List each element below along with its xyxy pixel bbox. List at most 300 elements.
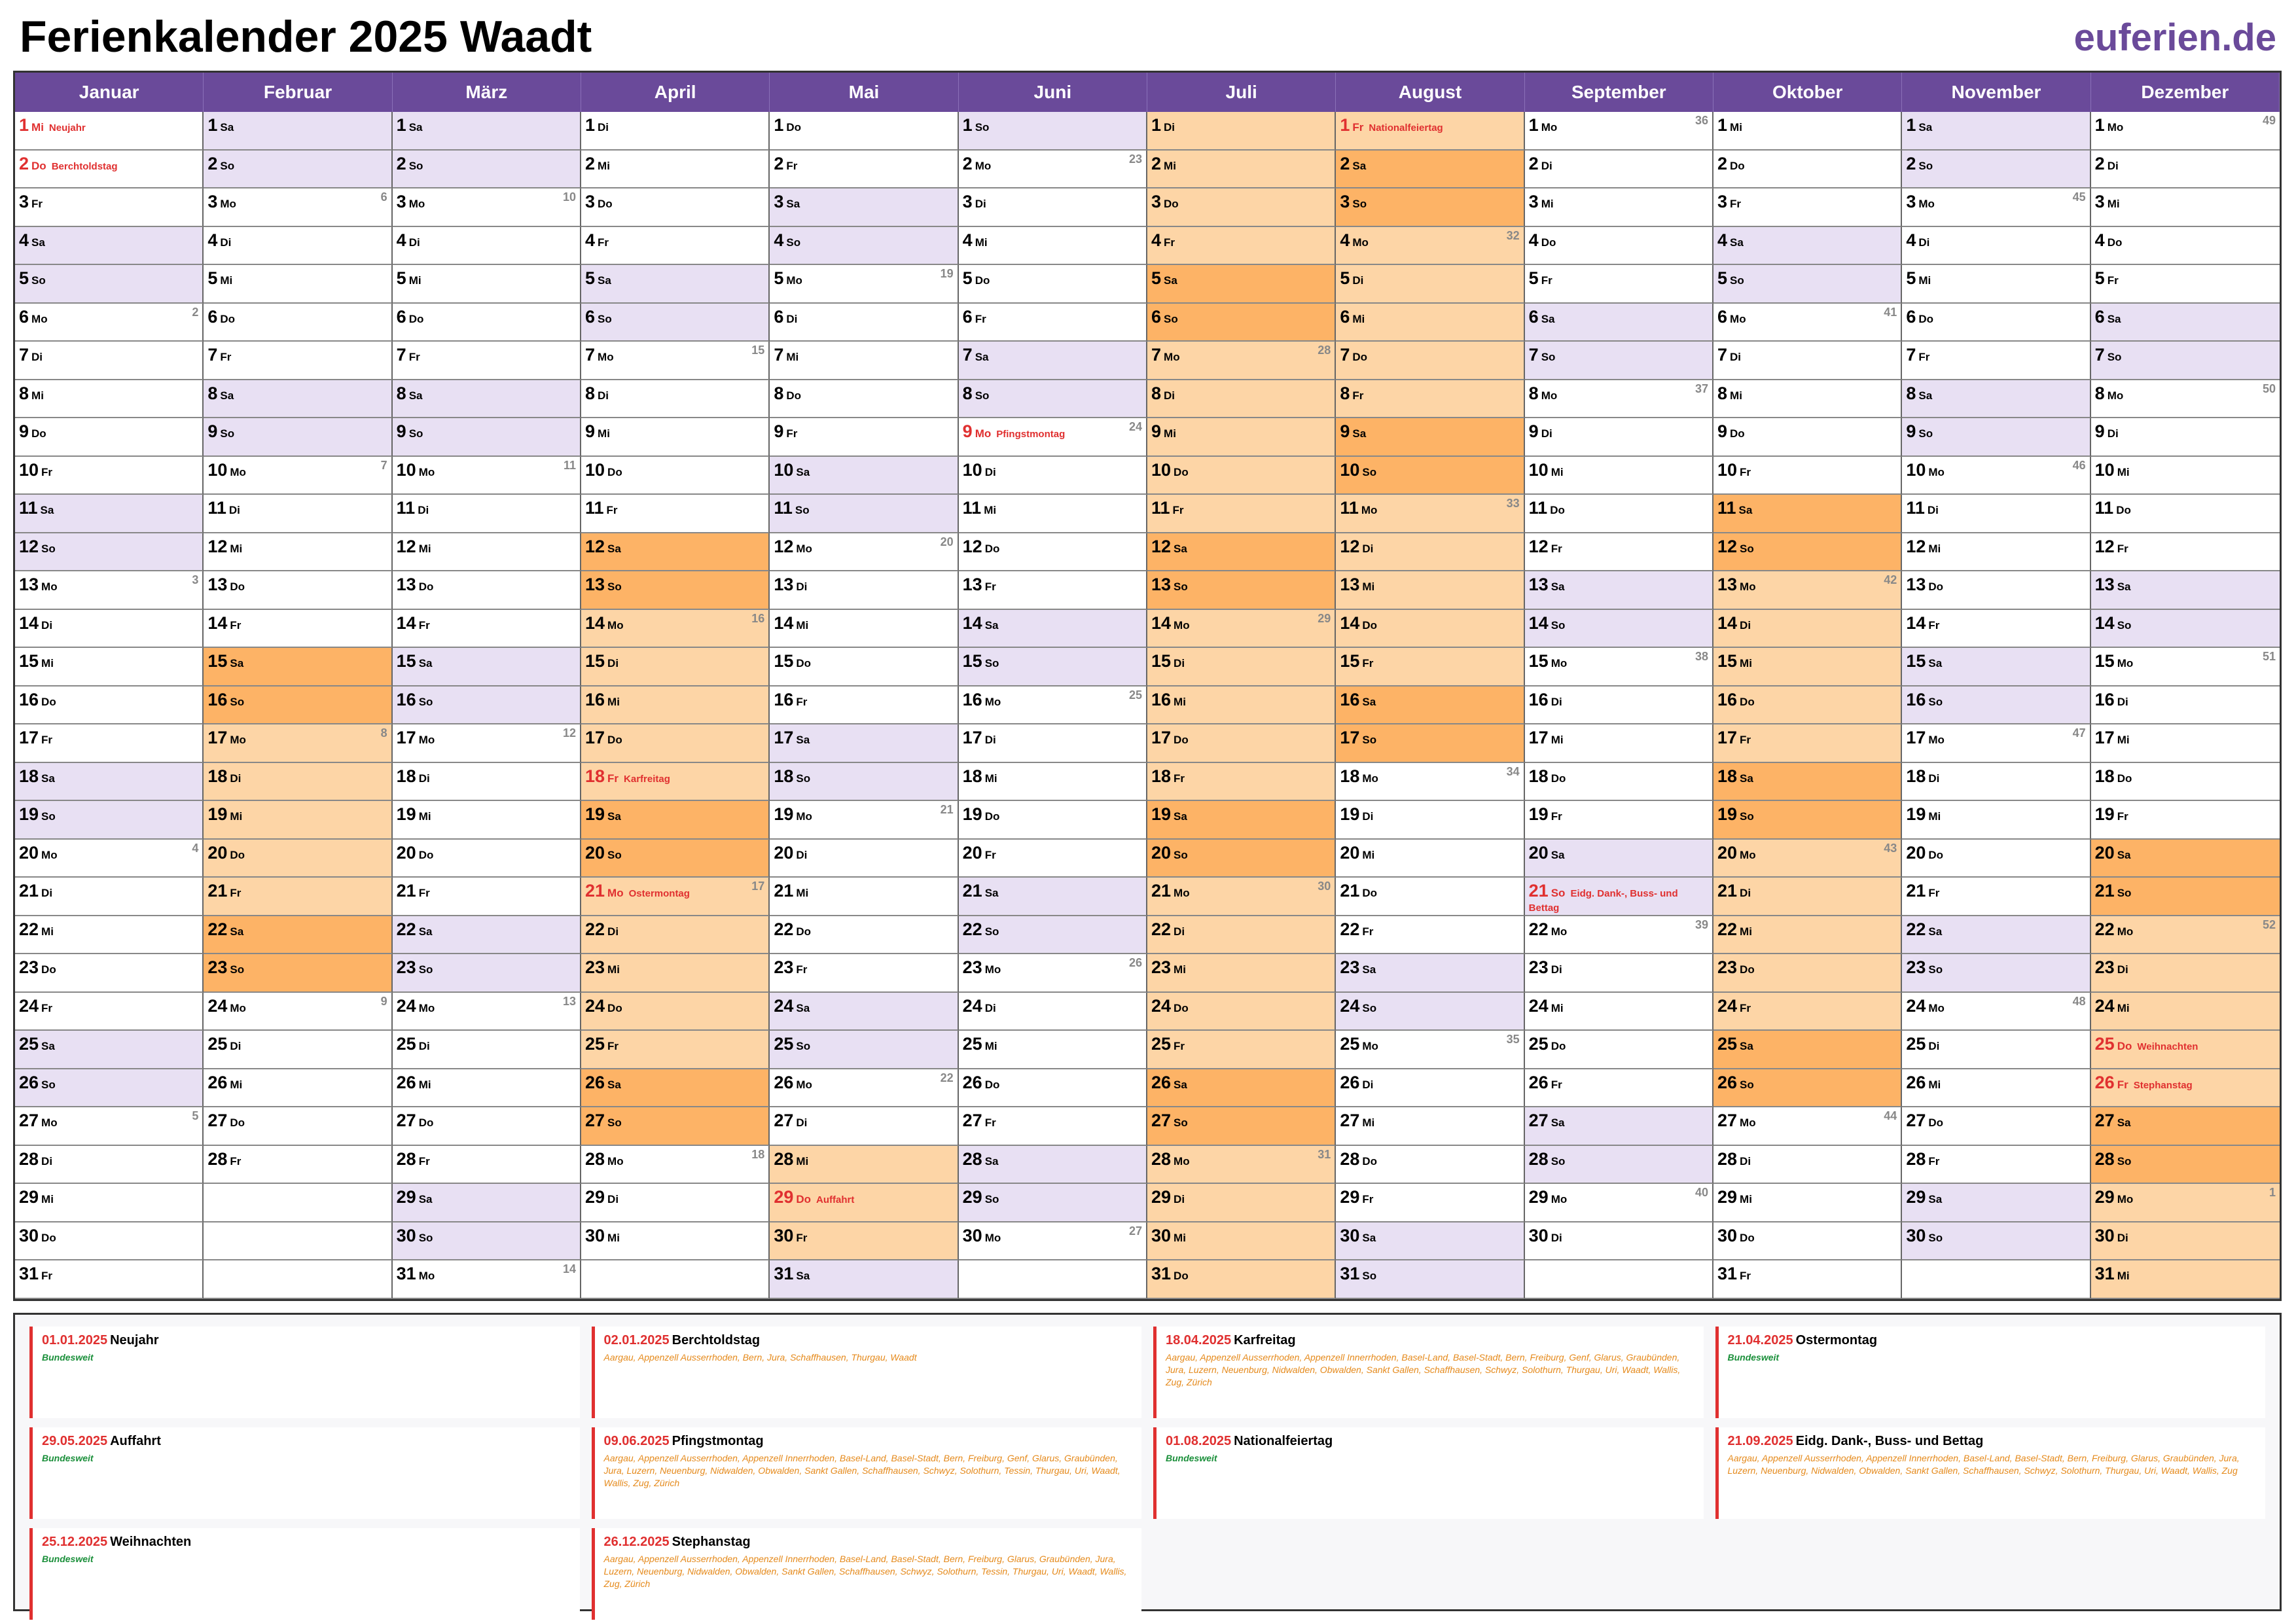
day-cell[interactable] (1902, 724, 2090, 763)
day-cell[interactable] (1336, 878, 1524, 916)
day-cell[interactable] (959, 151, 1147, 189)
day-cell[interactable] (2091, 724, 2280, 763)
day-cell[interactable] (959, 954, 1147, 993)
day-cell[interactable] (1525, 724, 1713, 763)
day-cell[interactable] (1336, 687, 1524, 725)
day-cell[interactable] (581, 457, 770, 495)
day-cell[interactable] (1713, 1222, 1902, 1261)
day-cell[interactable] (770, 457, 958, 495)
day-cell[interactable] (15, 112, 204, 151)
day-cell[interactable] (959, 495, 1147, 533)
day-cell[interactable] (959, 112, 1147, 151)
day-cell[interactable] (1902, 342, 2090, 380)
day-cell[interactable] (15, 878, 204, 916)
day-cell[interactable] (2091, 304, 2280, 342)
day-cell[interactable] (15, 1260, 204, 1299)
day-cell[interactable] (1147, 342, 1336, 380)
day-cell[interactable] (204, 763, 392, 802)
day-cell[interactable] (581, 801, 770, 840)
day-cell[interactable] (204, 342, 392, 380)
day-cell[interactable] (1336, 993, 1524, 1031)
day-cell[interactable] (581, 265, 770, 304)
day-cell[interactable] (204, 533, 392, 572)
day-cell[interactable] (393, 1107, 581, 1146)
day-cell[interactable] (15, 1107, 204, 1146)
brand-logo[interactable]: euferien.de (2073, 16, 2276, 59)
day-cell[interactable] (1147, 1107, 1336, 1146)
day-cell[interactable] (770, 724, 958, 763)
day-cell[interactable] (1902, 878, 2090, 916)
day-cell[interactable] (1336, 380, 1524, 419)
day-cell[interactable] (204, 265, 392, 304)
day-cell[interactable] (1525, 265, 1713, 304)
day-cell[interactable] (1713, 457, 1902, 495)
day-cell[interactable] (204, 304, 392, 342)
day-cell[interactable] (204, 418, 392, 457)
day-cell[interactable] (2091, 687, 2280, 725)
day-cell[interactable] (959, 1069, 1147, 1108)
day-cell[interactable] (581, 993, 770, 1031)
day-cell[interactable] (1713, 648, 1902, 687)
day-cell[interactable] (1902, 916, 2090, 955)
day-cell[interactable] (770, 1069, 958, 1108)
day-cell[interactable] (15, 916, 204, 955)
day-cell[interactable] (1147, 188, 1336, 227)
day-cell[interactable] (1525, 878, 1713, 916)
day-cell[interactable] (393, 227, 581, 266)
day-cell[interactable] (1902, 151, 2090, 189)
day-cell[interactable] (1525, 993, 1713, 1031)
day-cell[interactable] (15, 610, 204, 649)
day-cell[interactable] (959, 916, 1147, 955)
day-cell[interactable] (2091, 1031, 2280, 1069)
day-cell[interactable] (1336, 916, 1524, 955)
day-cell[interactable] (1713, 1146, 1902, 1185)
day-cell[interactable] (581, 1069, 770, 1108)
day-cell[interactable] (1902, 610, 2090, 649)
day-cell[interactable] (1525, 1184, 1713, 1222)
day-cell[interactable] (1336, 1031, 1524, 1069)
day-cell[interactable] (15, 151, 204, 189)
day-cell[interactable] (1147, 533, 1336, 572)
day-cell[interactable] (15, 457, 204, 495)
day-cell[interactable] (1525, 533, 1713, 572)
day-cell[interactable] (15, 304, 204, 342)
day-cell[interactable] (770, 265, 958, 304)
day-cell[interactable] (1336, 954, 1524, 993)
day-cell[interactable] (204, 151, 392, 189)
day-cell[interactable] (1713, 1184, 1902, 1222)
day-cell[interactable] (770, 801, 958, 840)
day-cell[interactable] (1713, 304, 1902, 342)
day-cell[interactable] (770, 1260, 958, 1299)
day-cell[interactable] (2091, 954, 2280, 993)
day-cell[interactable] (770, 151, 958, 189)
day-cell[interactable] (581, 533, 770, 572)
day-cell[interactable] (1525, 304, 1713, 342)
day-cell[interactable] (1902, 1146, 2090, 1185)
day-cell[interactable] (15, 1031, 204, 1069)
day-cell[interactable] (1713, 878, 1902, 916)
day-cell[interactable] (1147, 687, 1336, 725)
day-cell[interactable] (1902, 265, 2090, 304)
day-cell[interactable] (1336, 1146, 1524, 1185)
day-cell[interactable] (959, 1146, 1147, 1185)
day-cell[interactable] (1902, 495, 2090, 533)
day-cell[interactable] (959, 648, 1147, 687)
day-cell[interactable] (15, 1184, 204, 1222)
day-cell[interactable] (2091, 151, 2280, 189)
day-cell[interactable] (393, 495, 581, 533)
day-cell[interactable] (393, 151, 581, 189)
day-cell[interactable] (770, 1031, 958, 1069)
day-cell[interactable] (204, 495, 392, 533)
day-cell[interactable] (15, 380, 204, 419)
day-cell[interactable] (15, 993, 204, 1031)
day-cell[interactable] (2091, 648, 2280, 687)
day-cell[interactable] (581, 1222, 770, 1261)
day-cell[interactable] (1713, 763, 1902, 802)
day-cell[interactable] (1525, 610, 1713, 649)
day-cell[interactable] (770, 1184, 958, 1222)
day-cell[interactable] (1525, 151, 1713, 189)
day-cell[interactable] (1713, 1260, 1902, 1299)
day-cell[interactable] (204, 1107, 392, 1146)
day-cell[interactable] (1902, 687, 2090, 725)
day-cell[interactable] (2091, 227, 2280, 266)
day-cell[interactable] (1713, 418, 1902, 457)
day-cell[interactable] (15, 763, 204, 802)
day-cell[interactable] (1525, 342, 1713, 380)
day-cell[interactable] (959, 801, 1147, 840)
day-cell[interactable] (393, 724, 581, 763)
day-cell[interactable] (959, 227, 1147, 266)
day-cell[interactable] (959, 380, 1147, 419)
day-cell[interactable] (1525, 188, 1713, 227)
day-cell[interactable] (2091, 1146, 2280, 1185)
day-cell[interactable] (1336, 801, 1524, 840)
day-cell[interactable] (204, 840, 392, 878)
day-cell[interactable] (2091, 265, 2280, 304)
day-cell[interactable] (959, 1031, 1147, 1069)
day-cell[interactable] (1147, 380, 1336, 419)
day-cell[interactable] (959, 1107, 1147, 1146)
day-cell[interactable] (959, 265, 1147, 304)
day-cell[interactable] (204, 687, 392, 725)
day-cell[interactable] (2091, 1069, 2280, 1108)
day-cell[interactable] (770, 227, 958, 266)
day-cell[interactable] (1147, 916, 1336, 955)
day-cell[interactable] (1147, 1069, 1336, 1108)
day-cell[interactable] (1336, 763, 1524, 802)
day-cell[interactable] (1713, 380, 1902, 419)
day-cell[interactable] (1336, 188, 1524, 227)
day-cell[interactable] (1902, 801, 2090, 840)
day-cell[interactable] (1147, 610, 1336, 649)
day-cell[interactable] (581, 380, 770, 419)
day-cell[interactable] (1147, 1184, 1336, 1222)
day-cell[interactable] (1713, 610, 1902, 649)
day-cell[interactable] (1902, 188, 2090, 227)
day-cell[interactable] (1147, 112, 1336, 151)
day-cell[interactable] (1525, 495, 1713, 533)
day-cell[interactable] (2091, 457, 2280, 495)
day-cell[interactable] (1336, 1222, 1524, 1261)
day-cell[interactable] (393, 188, 581, 227)
day-cell[interactable] (959, 993, 1147, 1031)
day-cell[interactable] (1713, 724, 1902, 763)
day-cell[interactable] (2091, 840, 2280, 878)
day-cell[interactable] (770, 380, 958, 419)
day-cell[interactable] (581, 495, 770, 533)
day-cell[interactable] (1713, 342, 1902, 380)
day-cell[interactable] (1147, 495, 1336, 533)
day-cell[interactable] (15, 227, 204, 266)
day-cell[interactable] (959, 610, 1147, 649)
day-cell[interactable] (15, 495, 204, 533)
day-cell[interactable] (2091, 533, 2280, 572)
day-cell[interactable] (15, 1146, 204, 1185)
day-cell[interactable] (1713, 954, 1902, 993)
day-cell[interactable] (1147, 457, 1336, 495)
day-cell[interactable] (1336, 227, 1524, 266)
day-cell[interactable] (393, 1146, 581, 1185)
day-cell[interactable] (393, 610, 581, 649)
day-cell[interactable] (959, 878, 1147, 916)
day-cell[interactable] (1147, 1260, 1336, 1299)
day-cell[interactable] (393, 342, 581, 380)
day-cell[interactable] (1147, 304, 1336, 342)
day-cell[interactable] (393, 265, 581, 304)
day-cell[interactable] (204, 188, 392, 227)
day-cell[interactable] (581, 1107, 770, 1146)
day-cell[interactable] (1336, 1260, 1524, 1299)
day-cell[interactable] (959, 687, 1147, 725)
day-cell[interactable] (393, 533, 581, 572)
day-cell[interactable] (2091, 342, 2280, 380)
day-cell[interactable] (1336, 840, 1524, 878)
day-cell[interactable] (1147, 1146, 1336, 1185)
day-cell[interactable] (15, 533, 204, 572)
day-cell[interactable] (1525, 954, 1713, 993)
day-cell[interactable] (393, 418, 581, 457)
day-cell[interactable] (1336, 724, 1524, 763)
day-cell[interactable] (1147, 151, 1336, 189)
day-cell[interactable] (1525, 1107, 1713, 1146)
day-cell[interactable] (581, 342, 770, 380)
day-cell[interactable] (1525, 916, 1713, 955)
day-cell[interactable] (1525, 763, 1713, 802)
day-cell[interactable] (204, 380, 392, 419)
day-cell[interactable] (393, 380, 581, 419)
day-cell[interactable] (1713, 687, 1902, 725)
day-cell[interactable] (15, 801, 204, 840)
day-cell[interactable] (1336, 1069, 1524, 1108)
day-cell[interactable] (1525, 227, 1713, 266)
day-cell[interactable] (959, 418, 1147, 457)
day-cell[interactable] (1147, 878, 1336, 916)
day-cell[interactable] (1147, 801, 1336, 840)
day-cell[interactable] (1147, 265, 1336, 304)
day-cell[interactable] (770, 840, 958, 878)
day-cell[interactable] (581, 227, 770, 266)
day-cell[interactable] (959, 840, 1147, 878)
day-cell[interactable] (770, 1146, 958, 1185)
day-cell[interactable] (1336, 1107, 1524, 1146)
day-cell[interactable] (1525, 648, 1713, 687)
day-cell[interactable] (1336, 1184, 1524, 1222)
day-cell[interactable] (959, 304, 1147, 342)
day-cell[interactable] (1902, 954, 2090, 993)
day-cell[interactable] (581, 1184, 770, 1222)
day-cell[interactable] (2091, 610, 2280, 649)
day-cell[interactable] (1902, 1107, 2090, 1146)
day-cell[interactable] (204, 1031, 392, 1069)
day-cell[interactable] (2091, 418, 2280, 457)
day-cell[interactable] (959, 571, 1147, 610)
day-cell[interactable] (393, 687, 581, 725)
day-cell[interactable] (15, 954, 204, 993)
day-cell[interactable] (1902, 1222, 2090, 1261)
day-cell[interactable] (204, 112, 392, 151)
day-cell[interactable] (1147, 954, 1336, 993)
day-cell[interactable] (15, 1069, 204, 1108)
day-cell[interactable] (581, 1031, 770, 1069)
day-cell[interactable] (1713, 1107, 1902, 1146)
day-cell[interactable] (770, 916, 958, 955)
day-cell[interactable] (959, 1184, 1147, 1222)
day-cell[interactable] (393, 954, 581, 993)
day-cell[interactable] (1713, 151, 1902, 189)
day-cell[interactable] (1147, 724, 1336, 763)
day-cell[interactable] (204, 1146, 392, 1185)
day-cell[interactable] (204, 916, 392, 955)
day-cell[interactable] (1147, 1031, 1336, 1069)
day-cell[interactable] (2091, 188, 2280, 227)
day-cell[interactable] (1902, 993, 2090, 1031)
day-cell[interactable] (15, 840, 204, 878)
day-cell[interactable] (15, 687, 204, 725)
day-cell[interactable] (581, 763, 770, 802)
day-cell[interactable] (1336, 610, 1524, 649)
day-cell[interactable] (2091, 1222, 2280, 1261)
day-cell[interactable] (770, 495, 958, 533)
day-cell[interactable] (770, 993, 958, 1031)
day-cell[interactable] (393, 801, 581, 840)
day-cell[interactable] (1336, 533, 1524, 572)
day-cell[interactable] (393, 993, 581, 1031)
day-cell[interactable] (770, 1107, 958, 1146)
day-cell[interactable] (1713, 916, 1902, 955)
day-cell[interactable] (1713, 533, 1902, 572)
day-cell[interactable] (1336, 151, 1524, 189)
day-cell[interactable] (1525, 112, 1713, 151)
day-cell[interactable] (204, 571, 392, 610)
day-cell[interactable] (770, 188, 958, 227)
day-cell[interactable] (393, 1260, 581, 1299)
day-cell[interactable] (770, 648, 958, 687)
day-cell[interactable] (204, 878, 392, 916)
day-cell[interactable] (770, 610, 958, 649)
day-cell[interactable] (1902, 1069, 2090, 1108)
day-cell[interactable] (581, 151, 770, 189)
day-cell[interactable] (204, 610, 392, 649)
day-cell[interactable] (959, 763, 1147, 802)
day-cell[interactable] (204, 457, 392, 495)
day-cell[interactable] (1525, 1031, 1713, 1069)
day-cell[interactable] (1336, 342, 1524, 380)
day-cell[interactable] (581, 724, 770, 763)
day-cell[interactable] (2091, 993, 2280, 1031)
day-cell[interactable] (1713, 571, 1902, 610)
day-cell[interactable] (581, 112, 770, 151)
day-cell[interactable] (1902, 1184, 2090, 1222)
day-cell[interactable] (1525, 687, 1713, 725)
day-cell[interactable] (2091, 571, 2280, 610)
day-cell[interactable] (1525, 418, 1713, 457)
day-cell[interactable] (1336, 648, 1524, 687)
day-cell[interactable] (1525, 457, 1713, 495)
day-cell[interactable] (1336, 418, 1524, 457)
day-cell[interactable] (2091, 1184, 2280, 1222)
day-cell[interactable] (581, 418, 770, 457)
day-cell[interactable] (1713, 1069, 1902, 1108)
day-cell[interactable] (393, 1069, 581, 1108)
day-cell[interactable] (15, 724, 204, 763)
day-cell[interactable] (1147, 1222, 1336, 1261)
day-cell[interactable] (1902, 648, 2090, 687)
day-cell[interactable] (1713, 993, 1902, 1031)
day-cell[interactable] (1713, 801, 1902, 840)
day-cell[interactable] (1713, 495, 1902, 533)
day-cell[interactable] (1525, 840, 1713, 878)
day-cell[interactable] (1336, 495, 1524, 533)
day-cell[interactable] (1902, 840, 2090, 878)
day-cell[interactable] (581, 687, 770, 725)
day-cell[interactable] (1525, 1069, 1713, 1108)
day-cell[interactable] (1336, 112, 1524, 151)
day-cell[interactable] (393, 304, 581, 342)
day-cell[interactable] (393, 878, 581, 916)
day-cell[interactable] (2091, 495, 2280, 533)
day-cell[interactable] (1525, 1222, 1713, 1261)
day-cell[interactable] (15, 648, 204, 687)
day-cell[interactable] (204, 724, 392, 763)
day-cell[interactable] (1713, 112, 1902, 151)
day-cell[interactable] (2091, 763, 2280, 802)
day-cell[interactable] (581, 610, 770, 649)
day-cell[interactable] (2091, 878, 2280, 916)
day-cell[interactable] (204, 227, 392, 266)
day-cell[interactable] (15, 188, 204, 227)
day-cell[interactable] (204, 1069, 392, 1108)
day-cell[interactable] (581, 648, 770, 687)
day-cell[interactable] (393, 840, 581, 878)
day-cell[interactable] (2091, 112, 2280, 151)
day-cell[interactable] (1713, 1031, 1902, 1069)
day-cell[interactable] (2091, 380, 2280, 419)
day-cell[interactable] (1713, 227, 1902, 266)
day-cell[interactable] (1902, 457, 2090, 495)
day-cell[interactable] (393, 648, 581, 687)
day-cell[interactable] (1902, 571, 2090, 610)
day-cell[interactable] (581, 954, 770, 993)
day-cell[interactable] (2091, 1107, 2280, 1146)
day-cell[interactable] (770, 304, 958, 342)
day-cell[interactable] (581, 571, 770, 610)
day-cell[interactable] (770, 571, 958, 610)
day-cell[interactable] (393, 763, 581, 802)
